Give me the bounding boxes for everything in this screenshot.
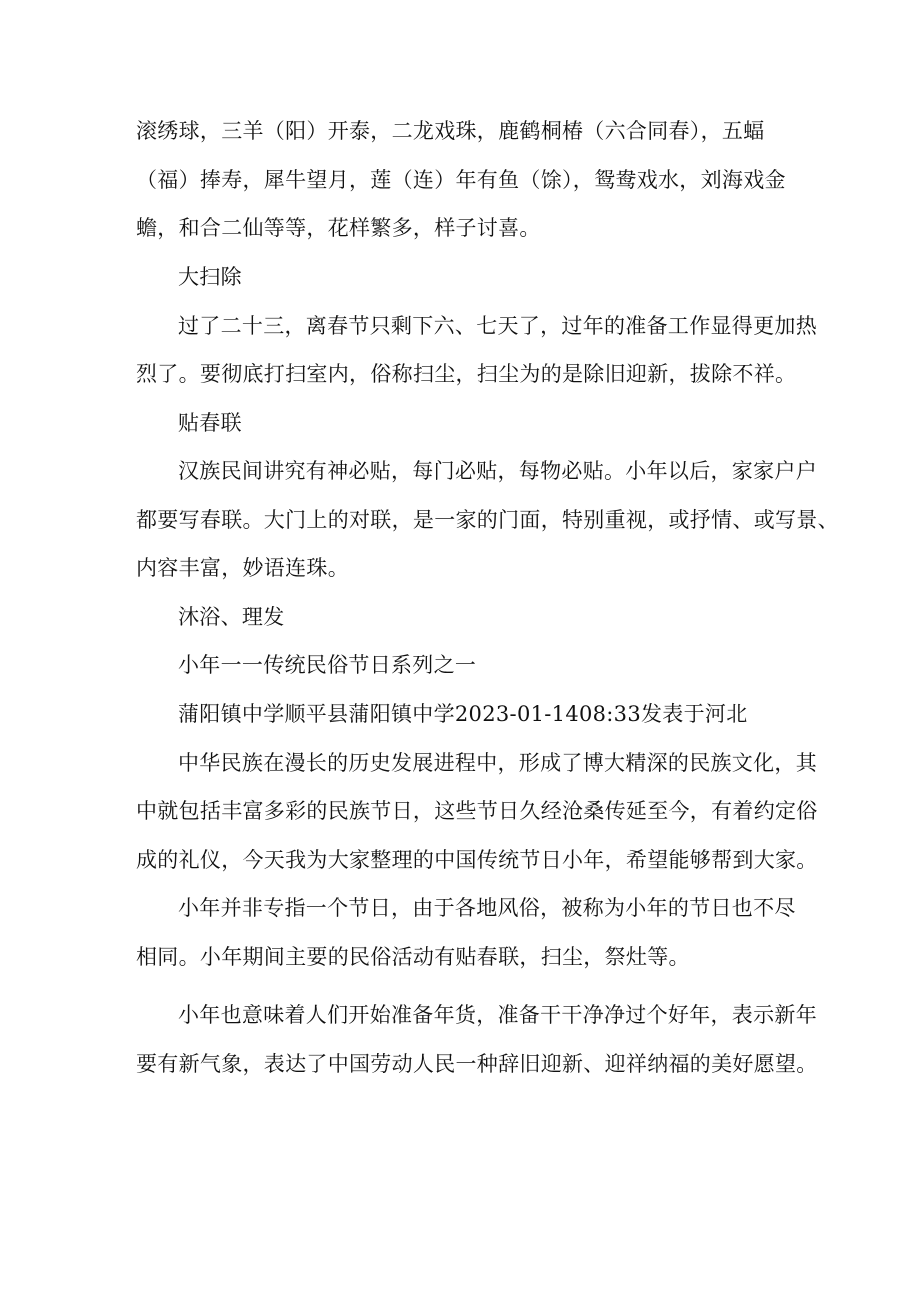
article-byline: 蒲阳镇中学顺平县蒲阳镇中学2023-01-1408:33发表于河北 — [178, 702, 748, 726]
paragraph-line: 蟾，和合二仙等等，花样繁多，样子讨喜。 — [136, 216, 541, 240]
paragraph-line: 过了二十三，离春节只剩下六、七天了，过年的准备工作显得更加热 — [178, 314, 817, 338]
paragraph-line: 相同。小年期间主要的民俗活动有贴春联，扫尘，祭灶等。 — [136, 945, 690, 969]
paragraph-line: 小年也意味着人们开始准备年货，准备干干净净过个好年，表示新年 — [178, 1003, 817, 1027]
paragraph-line: 中华民族在漫长的历史发展进程中，形成了博大精深的民族文化，其 — [178, 751, 817, 775]
paragraph-line: 要有新气象，表达了中国劳动人民一种辞旧迎新、迎祥纳福的美好愿望。 — [136, 1052, 818, 1076]
section-heading: 贴春联 — [178, 411, 242, 435]
section-heading: 大扫除 — [178, 265, 242, 289]
paragraph-line: 成的礼仪，今天我为大家整理的中国传统节日小年，希望能够帮到大家。 — [136, 848, 818, 872]
paragraph-line: 中就包括丰富多彩的民族节日，这些节日久经沧桑传延至今，有着约定俗 — [136, 799, 818, 823]
paragraph-line: 汉族民间讲究有神必贴，每门必贴，每物必贴。小年以后，家家户户 — [178, 459, 817, 483]
paragraph-line: 烈了。要彻底打扫室内，俗称扫尘，扫尘为的是除旧迎新，拔除不祥。 — [136, 362, 797, 386]
paragraph-line: 内容丰富，妙语连珠。 — [136, 556, 349, 580]
paragraph-line: 小年并非专指一个节日，由于各地风俗，被称为小年的节日也不尽 — [178, 896, 796, 920]
paragraph-line: 滚绣球，三羊（阳）开泰，二龙戏珠，鹿鹤桐椿（六合同春），五蝠 — [136, 119, 765, 143]
paragraph-line: 都要写春联。大门上的对联，是一家的门面，特别重视，或抒情、或写景、 — [136, 508, 839, 532]
paragraph-line: （福）捧寿，犀牛望月，莲（连）年有鱼（馀），鸳鸯戏水，刘海戏金 — [136, 168, 786, 192]
article-title: 小年一一传统民俗节日系列之一 — [178, 653, 477, 677]
section-heading: 沐浴、理发 — [178, 605, 285, 629]
